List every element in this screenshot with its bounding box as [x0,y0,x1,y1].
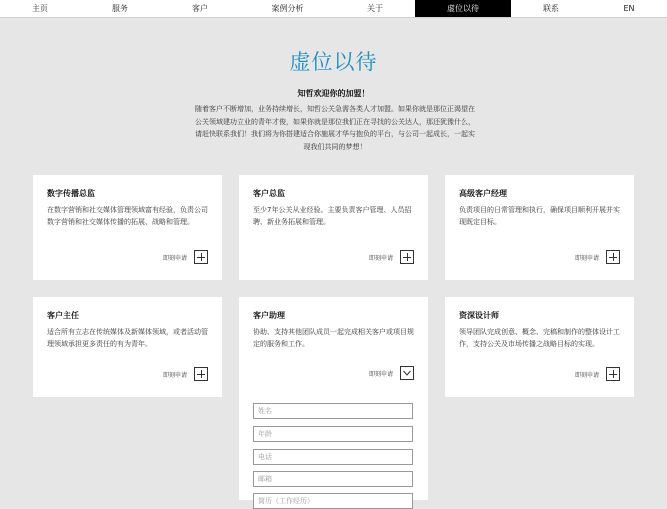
apply-toggle-button[interactable] [400,366,414,380]
apply-control [163,249,208,265]
job-card-account-assistant [239,297,428,500]
apply-label: 即刻申请 [162,371,187,379]
nav-item-contact[interactable]: 联系 [543,4,559,13]
apply-button[interactable] [194,367,208,381]
job-description: 领导团队完成创意、概念、完稿和制作的整体设计工作，支持公关及市场传播之战略目标的实现。 [459,328,620,348]
apply-label: 即刻申请 [368,370,393,378]
nav-item-language-en[interactable]: EN [623,4,635,13]
apply-label: 即刻申请 [574,254,599,262]
page-subtitle: 知哲欢迎你的加盟！ [297,89,370,98]
apply-label: 即刻申请 [368,254,393,262]
age-input[interactable] [253,426,413,442]
resume-input[interactable] [253,493,413,509]
job-title: 数字传播总监 [47,189,95,198]
nav-item-careers[interactable]: 虚位以待 [415,0,511,17]
intro-paragraph: 随着客户不断增加，业务持续增长，知哲公关急需各类人才加盟。如果你就是那位正渴望在公关领域建功立业的青年才俊，如果你就是那位我们正在寻找的公关达人，那还犹豫什么，请赶快联系我们！我们将为你搭建适合你施展才华与抱负的平台，与公司一起成长，一起实现我们共同的梦想！ [195,105,475,151]
job-card-senior-account-manager [445,175,634,280]
job-description: 适合所有立志在传统媒体及新媒体领域，或者活动管理领域承担更多责任的有为青年。 [47,328,208,348]
phone-input[interactable] [253,449,413,465]
apply-button[interactable] [400,250,414,264]
job-title: 客户助理 [253,311,285,320]
job-description: 负责项目的日常管理和执行，确保项目顺利开展并实现既定目标。 [459,206,620,226]
apply-control [163,366,208,382]
job-title: 资深设计师 [459,311,499,320]
chevron-down-icon [402,368,412,378]
apply-label: 即刻申请 [574,371,599,379]
apply-control [369,249,414,265]
apply-control [369,365,414,381]
apply-button[interactable] [606,367,620,381]
nav-item-about[interactable]: 关于 [367,4,383,13]
job-card-account-director [239,175,428,280]
job-card-senior-designer [445,297,634,397]
job-card-account-executive [33,297,222,397]
nav-item-case-studies[interactable]: 案例分析 [271,4,304,13]
page-title: 虚位以待 [289,50,378,74]
job-description: 在数字营销和社交媒体管理领域富有经验，负责公司数字营销和社交媒体传播的拓展、战略和管理。 [47,206,208,226]
job-title: 客户主任 [47,311,79,320]
job-card-digital-director [33,175,222,280]
apply-control [575,249,620,265]
nav-item-clients[interactable]: 客户 [192,4,208,13]
job-title: 客户总监 [253,189,285,198]
job-description: 协助、支持其他团队成员一起完成相关客户或项目规定的服务和工作。 [253,328,414,348]
job-title: 高级客户经理 [459,189,507,198]
email-input[interactable] [253,471,413,487]
nav-item-home[interactable]: 主页 [32,4,48,13]
name-input[interactable] [253,403,413,419]
apply-control [575,366,620,382]
nav-item-services[interactable]: 服务 [112,4,128,13]
top-nav [0,0,667,18]
apply-button[interactable] [194,250,208,264]
job-description: 至少7年公关从业经验。主要负责客户管理、人员招聘、新业务拓展和管理。 [253,206,412,226]
apply-label: 即刻申请 [162,254,187,262]
apply-button[interactable] [606,250,620,264]
